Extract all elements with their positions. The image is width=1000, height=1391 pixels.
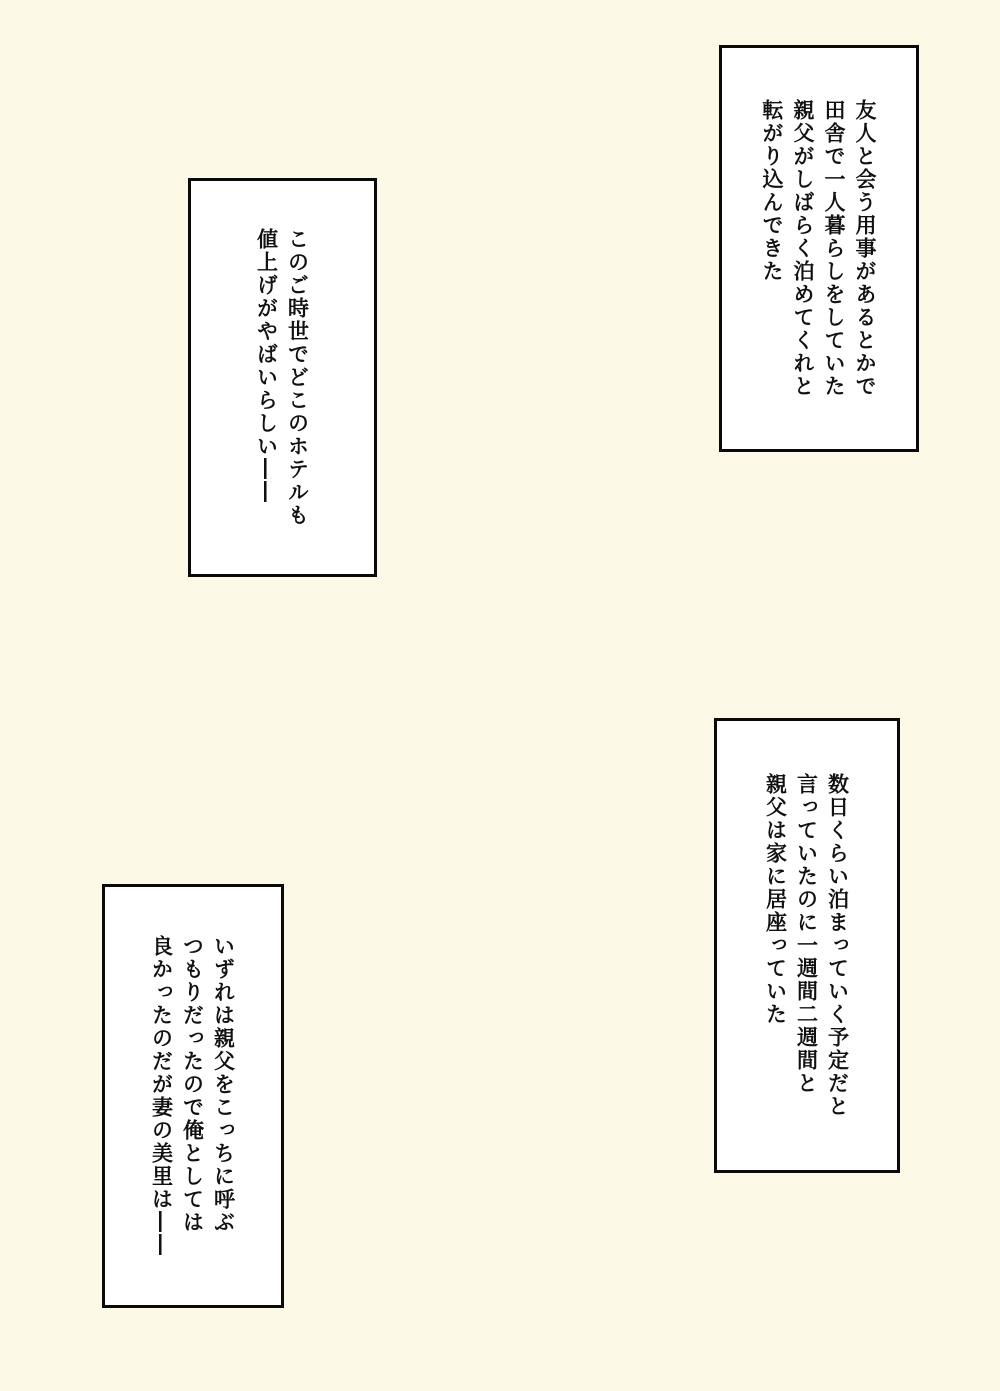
- text-line: このご時世でどこのホテルも: [285, 228, 311, 527]
- text-line: 親父がしばらく泊めてくれと: [791, 99, 816, 398]
- text-line: 親父は家に居座っていた: [763, 773, 789, 1026]
- text-line: 友人と会う用事があるとかで: [853, 99, 878, 398]
- vertical-text-block-3: [761, 773, 854, 1118]
- text-line: 転がり込んできた: [760, 99, 785, 283]
- text-line: つもりだったので俺としては: [180, 935, 206, 1234]
- text-line: いずれは親父をこっちに呼ぶ: [211, 935, 237, 1234]
- text-line: 田舎で一人暮らしをしていた: [822, 99, 847, 398]
- text-line: 言っていたのに一週間二週間と: [794, 773, 820, 1095]
- vertical-text-block-1: [757, 99, 881, 398]
- narration-box-1: [719, 45, 919, 452]
- vertical-text-block-4: [147, 935, 240, 1257]
- narration-box-2: [188, 178, 377, 577]
- narration-box-4: [102, 884, 284, 1308]
- text-line: 数日くらい泊まっていく予定だと: [825, 773, 851, 1118]
- vertical-text-block-2: [252, 228, 314, 527]
- narration-box-3: [714, 718, 900, 1173]
- text-line: 値上げがやばいらしい――: [254, 228, 280, 504]
- text-line: 良かったのだが妻の美里は――: [149, 935, 175, 1257]
